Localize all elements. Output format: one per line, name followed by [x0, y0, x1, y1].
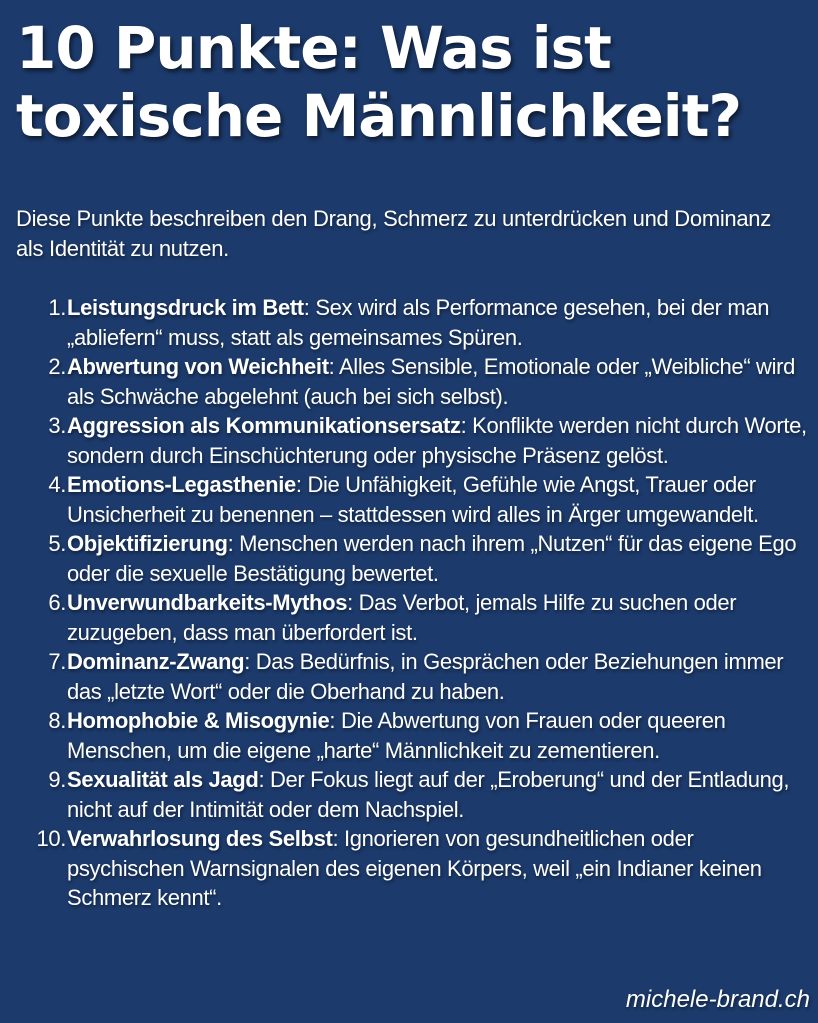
item-body: [67, 706, 810, 765]
item-term: Leistungsdruck im Bett: [67, 295, 304, 320]
page-title: 10 Punkte: Was ist toxische Männlichkeit?: [16, 14, 742, 150]
list-item: [20, 293, 810, 352]
list-item: [20, 411, 810, 470]
list-item: [20, 706, 810, 765]
points-list: [20, 293, 810, 913]
item-number: 1.: [48, 295, 66, 320]
item-text: : Das Verbot, jemals Hilfe zu suchen oder zuzugeben, dass man überfordert ist.: [67, 590, 737, 645]
item-text: : Ignorieren von gesundheitlichen oder psychischen Warnsignalen des eigenen Körpers, weil „ein Indianer keinen Schmerz kennt“.: [67, 826, 762, 910]
item-term: Dominanz-Zwang: [67, 649, 245, 674]
item-text: : Konflikte werden nicht durch Worte, sondern durch Einschüchterung oder physische Präsenz gelöst.: [67, 413, 807, 468]
item-text: : Die Abwertung von Frauen oder queeren Menschen, um die eigene „harte“ Männlichkeit zu zementieren.: [67, 708, 726, 763]
item-body: [67, 529, 810, 588]
list-item: [20, 352, 810, 411]
item-body: [67, 352, 810, 411]
item-body: [67, 588, 810, 647]
intro-text: Diese Punkte beschreiben den Drang, Schmerz zu unterdrücken und Dominanz als Identität zu nutzen.: [16, 206, 771, 261]
item-number: 3.: [48, 413, 66, 438]
list-item: [20, 824, 810, 913]
list-item: [20, 765, 810, 824]
website-credit: michele-brand.ch: [625, 986, 810, 1013]
item-text: : Das Bedürfnis, in Gesprächen oder Beziehungen immer das „letzte Wort“ oder die Oberhand zu haben.: [67, 649, 784, 704]
item-body: [67, 647, 810, 706]
item-body: [67, 765, 810, 824]
list-item: [20, 529, 810, 588]
item-term: Aggression als Kommunikationsersatz: [67, 413, 461, 438]
item-text: : Sex wird als Performance gesehen, bei der man „abliefern“ muss, statt als gemeinsames Spüren.: [67, 295, 770, 350]
list-item: [20, 647, 810, 706]
item-number: 9.: [48, 767, 66, 792]
item-number: 5.: [48, 531, 66, 556]
item-body: [67, 824, 810, 913]
item-term: Sexualität als Jagd: [67, 767, 259, 792]
item-text: : Menschen werden nach ihrem „Nutzen“ für das eigene Ego oder die sexuelle Bestätigung bewertet.: [67, 531, 797, 586]
item-body: [67, 470, 810, 529]
item-number: 6.: [48, 590, 66, 615]
item-body: [67, 293, 810, 352]
list-item: [20, 588, 810, 647]
item-number: 2.: [48, 354, 66, 379]
item-term: Verwahrlosung des Selbst: [67, 826, 333, 851]
item-text: : Alles Sensible, Emotionale oder „Weibliche“ wird als Schwäche abgelehnt (auch bei sich selbst).: [67, 354, 795, 409]
item-number: 4.: [48, 472, 66, 497]
item-number: 10.: [36, 826, 66, 851]
item-term: Homophobie & Misogynie: [67, 708, 330, 733]
item-term: Emotions-Legasthenie: [67, 472, 296, 497]
item-number: 8.: [48, 708, 66, 733]
item-term: Abwertung von Weichheit: [67, 354, 329, 379]
item-text: : Der Fokus liegt auf der „Eroberung“ und der Entladung, nicht auf der Intimität oder dem Nachspiel.: [67, 767, 790, 822]
item-body: [67, 411, 810, 470]
item-term: Objektifizierung: [67, 531, 228, 556]
list-item: [20, 470, 810, 529]
item-term: Unverwundbarkeits-Mythos: [67, 590, 348, 615]
item-number: 7.: [48, 649, 66, 674]
item-text: : Die Unfähigkeit, Gefühle wie Angst, Trauer oder Unsicherheit zu benennen – stattdessen wird alles in Ärger umgewandelt.: [67, 472, 759, 527]
